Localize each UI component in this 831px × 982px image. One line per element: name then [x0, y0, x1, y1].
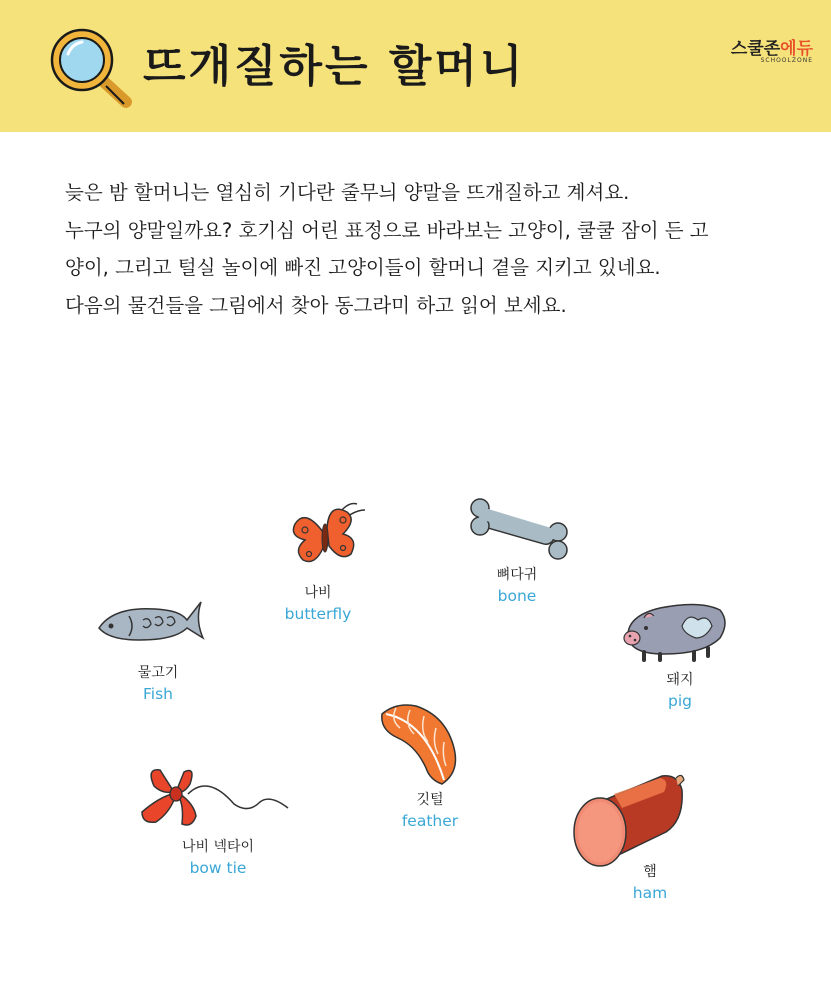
feather-label — [372, 789, 488, 830]
bow-tie-label — [158, 836, 278, 877]
butterfly-label — [260, 582, 376, 623]
korean-label: 물고기 — [137, 665, 179, 681]
intro-text — [65, 174, 785, 324]
korean-label: 나비 넥타이 — [181, 839, 255, 855]
magnifier-icon — [50, 28, 134, 112]
english-label: bow tie — [189, 859, 247, 877]
intro-line: 늦은 밤 할머니는 열심히 기다란 줄무늬 양말을 뜨개질하고 계셔요. — [65, 181, 630, 204]
bow-tie-icon — [138, 764, 290, 834]
korean-label: 깃털 — [416, 792, 444, 808]
bone-icon — [468, 498, 572, 562]
page-title: 뜨개질하는 할머니 — [143, 41, 526, 92]
header-banner — [0, 0, 831, 132]
english-label: ham — [632, 884, 668, 902]
brand-main-text: 스쿨존 — [730, 39, 781, 59]
intro-line: 양이, 그리고 털실 놀이에 빠진 고양이들이 할머니 곁을 지키고 있네요. — [65, 256, 661, 279]
korean-label: 햄 — [643, 864, 657, 880]
brand-logo — [731, 34, 813, 64]
fish-icon — [95, 598, 207, 648]
butterfly-icon — [285, 498, 367, 570]
ham-icon — [570, 770, 686, 868]
fish-label — [100, 662, 216, 703]
brand-accent-text: 에듀 — [780, 39, 813, 59]
feather-icon — [376, 702, 460, 786]
pig-icon — [620, 598, 728, 662]
english-label: Fish — [143, 685, 173, 703]
intro-line: 다음의 물건들을 그림에서 찾아 동그라미 하고 읽어 보세요. — [65, 293, 567, 317]
english-label: bone — [497, 587, 537, 605]
ham-label — [592, 861, 708, 902]
english-label: feather — [401, 812, 459, 830]
intro-line: 누구의 양말일까요? 호기심 어린 표정으로 바라보는 고양이, 쿨쿨 잠이 든 고 — [65, 218, 709, 242]
brand-sub-text: SCHOOLZONE — [760, 57, 813, 64]
korean-label: 돼지 — [666, 672, 694, 688]
english-label: pig — [668, 692, 692, 710]
pig-label — [622, 669, 738, 710]
korean-label: 뼈다귀 — [496, 567, 538, 583]
bone-label — [462, 564, 572, 605]
korean-label: 나비 — [304, 585, 332, 601]
english-label: butterfly — [284, 605, 352, 623]
